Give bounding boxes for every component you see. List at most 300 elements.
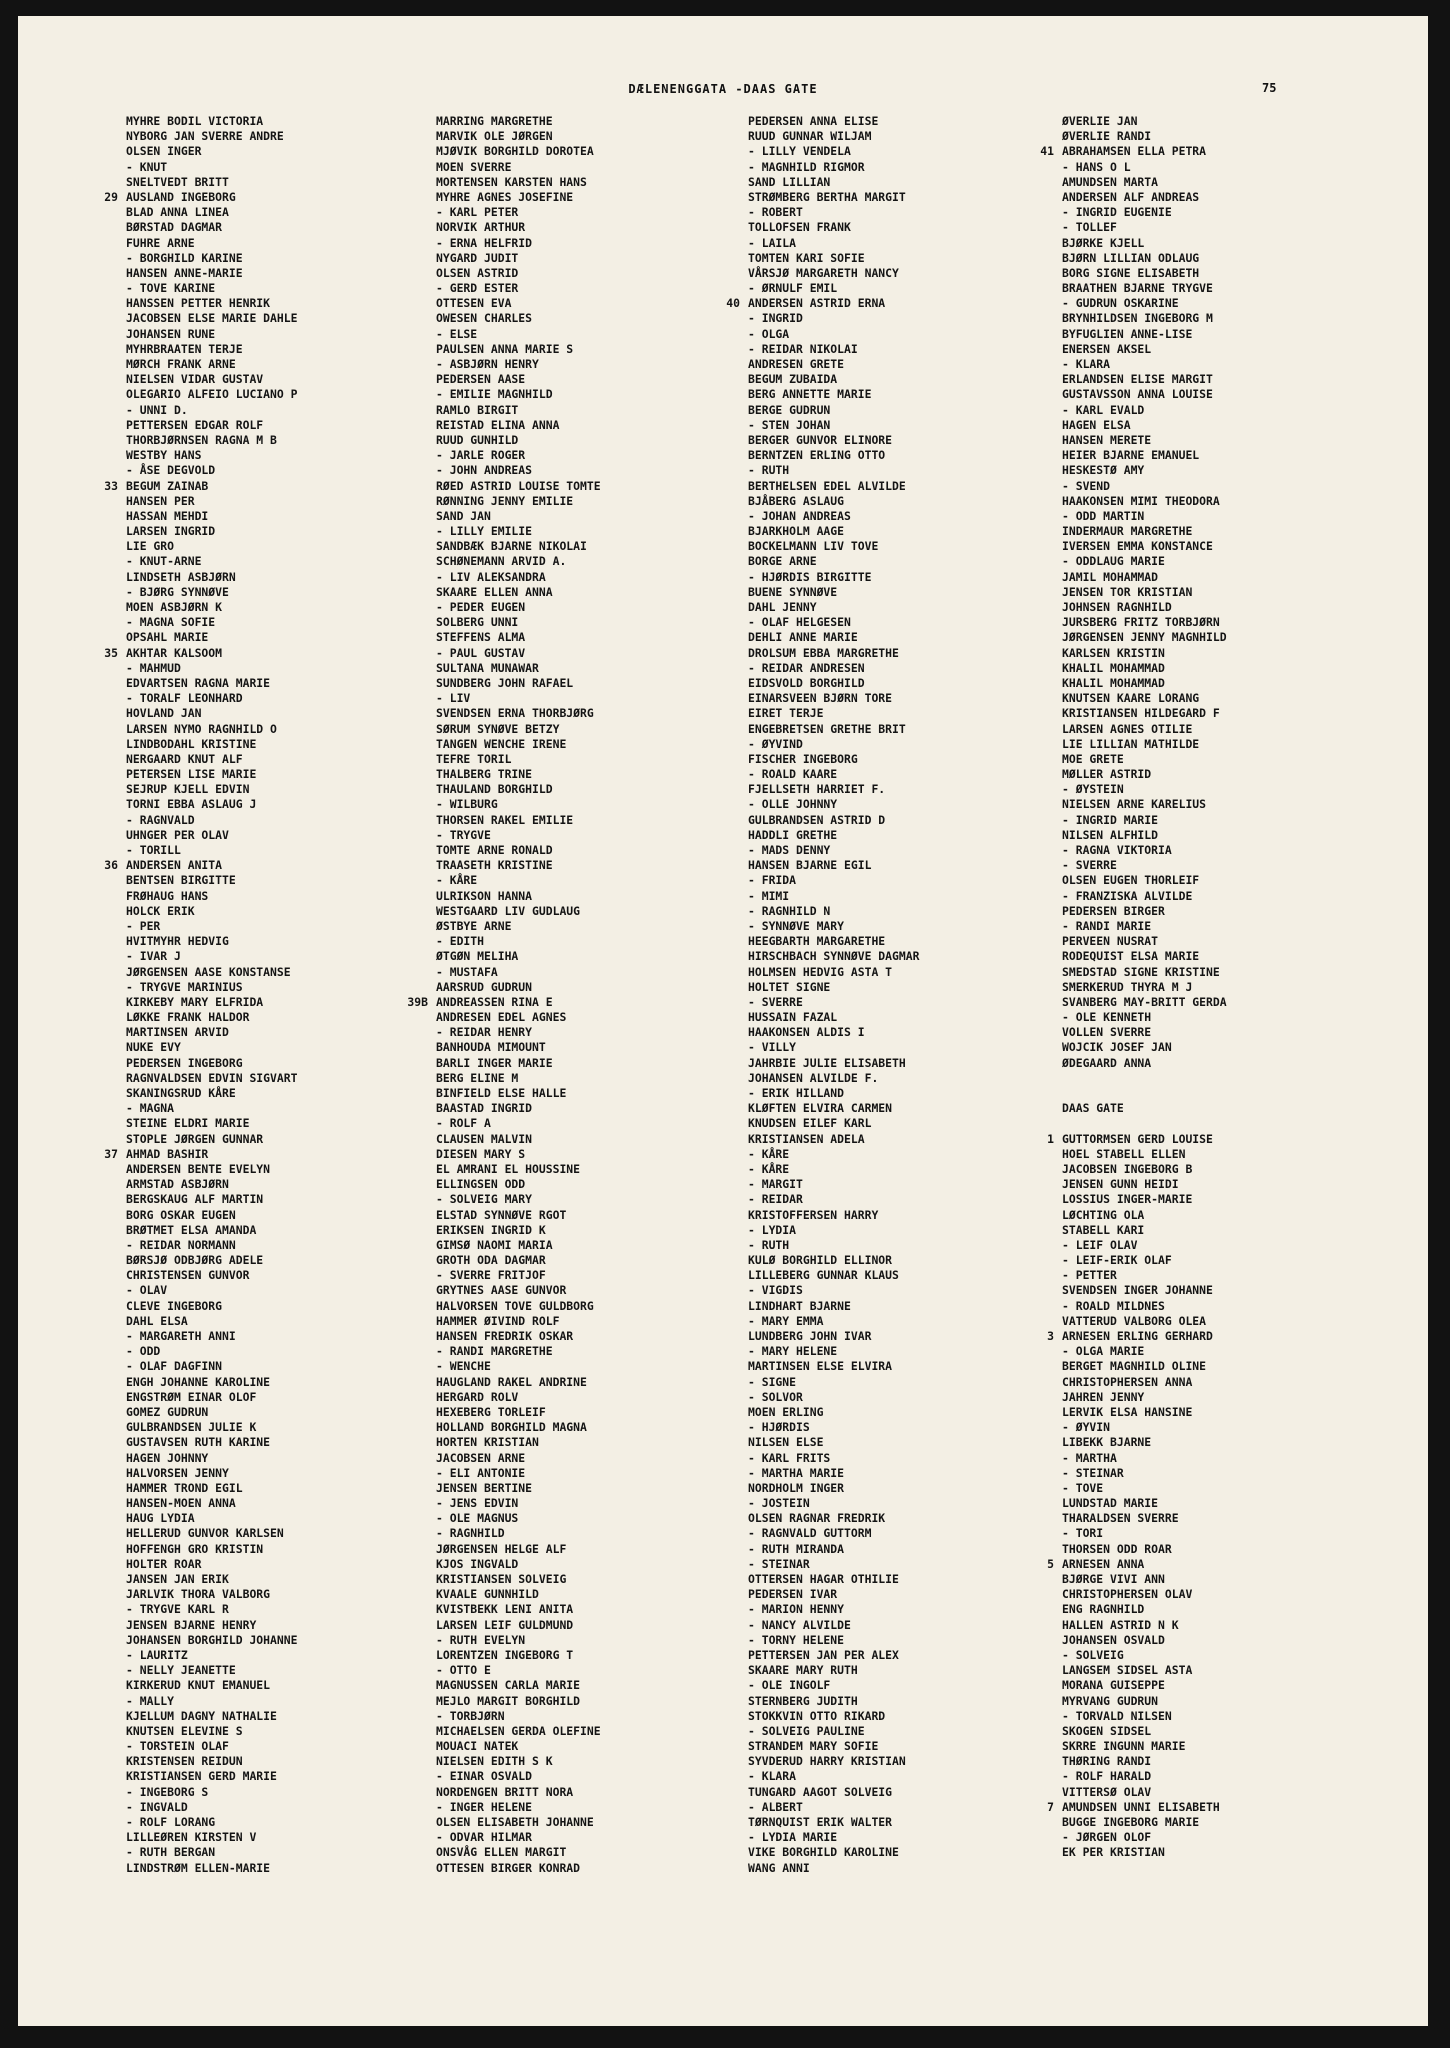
resident-entry <box>436 433 766 448</box>
resident-name: - TOLLEF <box>1062 220 1117 235</box>
resident-name: - SOLVOR <box>748 1389 803 1404</box>
resident-name: HALVORSEN TOVE GULDBORG <box>436 1298 594 1313</box>
resident-name: - REIDAR HENRY <box>436 1025 533 1040</box>
resident-name: JACOBSEN ARNE <box>436 1450 526 1465</box>
resident-name: KHALIL MOHAMMAD <box>1062 675 1165 690</box>
resident-name: CHRISTOPHERSEN ANNA <box>1062 1374 1193 1389</box>
resident-entry <box>748 1375 1078 1390</box>
resident-entry <box>126 403 456 418</box>
resident-entry <box>1062 1648 1392 1663</box>
resident-entry <box>748 980 1078 995</box>
resident-name: - JOSTEIN <box>748 1496 810 1511</box>
resident-name: BJÅBERG ASLAUG <box>748 493 845 508</box>
resident-entry <box>748 1025 1078 1040</box>
resident-entry <box>436 1496 766 1511</box>
resident-entry <box>1062 767 1392 782</box>
resident-entry <box>436 509 766 524</box>
resident-name: - STEINAR <box>748 1556 810 1571</box>
resident-name: - ROLF A <box>436 1116 491 1131</box>
resident-name: JANSEN JAN ERIK <box>126 1572 229 1586</box>
resident-entry <box>436 1147 766 1162</box>
resident-name: BERTHELSEN EDEL ALVILDE <box>748 478 906 493</box>
resident-entry <box>1062 1071 1392 1086</box>
resident-name: - STEN JOHAN <box>748 417 831 432</box>
resident-entry <box>1062 1633 1392 1648</box>
resident-entry <box>1062 1101 1392 1116</box>
resident-name: SØRUM SYNØVE BETZY <box>436 721 560 736</box>
resident-entry <box>126 889 456 904</box>
resident-entry <box>436 813 766 828</box>
resident-entry <box>436 1557 766 1572</box>
resident-entry <box>436 129 766 144</box>
resident-name: - JØRGEN OLOF <box>1062 1830 1152 1845</box>
resident-name: THORSEN ODD ROAR <box>1062 1541 1172 1556</box>
resident-entry <box>748 1451 1078 1466</box>
resident-entry <box>436 615 766 630</box>
resident-entry <box>126 554 456 569</box>
resident-entry <box>126 1223 456 1238</box>
resident-name: SULTANA MUNAWAR <box>436 660 539 675</box>
resident-entry <box>1062 1739 1392 1754</box>
resident-entry <box>436 873 766 888</box>
resident-entry <box>1062 904 1392 919</box>
resident-name: - MAGNA <box>126 1101 175 1116</box>
resident-entry <box>748 190 1078 205</box>
resident-entry <box>748 1192 1078 1207</box>
resident-entry <box>436 1526 766 1541</box>
resident-name: AHMAD BASHIR <box>126 1146 209 1161</box>
resident-name: - RUTH EVELYN <box>436 1632 526 1647</box>
resident-name: HORTEN KRISTIAN <box>436 1435 539 1450</box>
resident-name: - EINAR OSVALD <box>436 1769 533 1784</box>
resident-name: CHRISTOPHERSEN OLAV <box>1062 1587 1193 1602</box>
resident-name: ERIKSEN INGRID K <box>436 1222 546 1237</box>
resident-entry <box>436 1861 766 1876</box>
resident-name: - MUSTAFA <box>436 964 498 979</box>
resident-name: - TRYGVE <box>436 827 491 842</box>
resident-name: - TORBJØRN <box>436 1708 505 1723</box>
resident-entry <box>436 311 766 326</box>
resident-entry <box>436 327 766 342</box>
resident-entry <box>1062 205 1392 220</box>
resident-name: HOLTER ROAR <box>126 1556 202 1571</box>
resident-entry <box>1047 1329 1392 1344</box>
resident-entry <box>1062 266 1392 281</box>
resident-name: EINARSVEEN BJØRN TORE <box>748 691 893 706</box>
resident-entry <box>126 418 456 433</box>
resident-name: HADDLI GRETHE <box>748 827 838 842</box>
resident-name: ENGSTRØM EINAR OLOF <box>126 1389 257 1404</box>
resident-name: ELSTAD SYNNØVE RGOT <box>436 1207 567 1222</box>
resident-name: LIE GRO <box>126 539 175 554</box>
resident-name: ONSVÅG ELLEN MARGIT <box>436 1845 567 1860</box>
resident-entry <box>436 114 766 129</box>
resident-name: - TORALF LEONHARD <box>126 691 243 706</box>
resident-entry <box>1062 1663 1392 1678</box>
resident-entry <box>126 1587 456 1602</box>
resident-name: - HJØRDIS BIRGITTE <box>748 569 872 584</box>
resident-entry <box>436 1451 766 1466</box>
resident-name: HOLLAND BORGHILD MAGNA <box>436 1420 587 1435</box>
resident-entry <box>126 1648 456 1663</box>
resident-entry <box>126 813 456 828</box>
resident-entry <box>436 463 766 478</box>
resident-entry <box>126 570 456 585</box>
resident-name: HAAKONSEN MIMI THEODORA <box>1062 493 1220 508</box>
resident-entry <box>748 357 1078 372</box>
resident-entry <box>1062 1587 1392 1602</box>
resident-entry <box>748 1633 1078 1648</box>
resident-name: STEINE ELDRI MARIE <box>126 1116 250 1131</box>
resident-name: PAULSEN ANNA MARIE S <box>436 341 574 356</box>
resident-entry <box>126 1375 456 1390</box>
resident-entry <box>1062 296 1392 311</box>
resident-name: - ROBERT <box>748 205 803 220</box>
resident-entry <box>1062 418 1392 433</box>
resident-entry <box>1062 1192 1392 1207</box>
resident-entry <box>436 1162 766 1177</box>
resident-entry <box>104 645 456 661</box>
resident-name: GRYTNES AASE GUNVOR <box>436 1283 567 1298</box>
resident-name: - MARY HELENE <box>748 1344 838 1359</box>
resident-entry <box>436 1283 766 1298</box>
resident-name: - FRANZISKA ALVILDE <box>1062 888 1193 903</box>
resident-entry <box>126 1192 456 1207</box>
resident-name: GUSTAVSSON ANNA LOUISE <box>1062 387 1213 402</box>
resident-name: LIE LILLIAN MATHILDE <box>1062 736 1200 751</box>
resident-name: HOFFENGH GRO KRISTIN <box>126 1541 264 1556</box>
resident-entry <box>436 889 766 904</box>
resident-name: LØKKE FRANK HALDOR <box>126 1010 250 1025</box>
resident-entry <box>436 949 766 964</box>
resident-entry <box>748 1238 1078 1253</box>
resident-entry <box>436 160 766 175</box>
resident-entry <box>126 1162 456 1177</box>
resident-entry <box>126 706 456 721</box>
resident-name: OTTESEN EVA <box>436 296 512 311</box>
resident-name: - OLAF HELGESEN <box>748 615 851 630</box>
resident-name: - OLE INGOLF <box>748 1678 831 1693</box>
resident-entry <box>1062 1511 1392 1526</box>
resident-name: - RUTH MIRANDA <box>748 1541 845 1556</box>
house-number: 39B <box>407 994 428 1009</box>
resident-entry <box>126 1253 456 1268</box>
resident-entry <box>748 220 1078 235</box>
resident-entry <box>1062 1815 1392 1830</box>
resident-name: - SIGNE <box>748 1374 797 1389</box>
resident-name: - VILLY <box>748 1040 797 1055</box>
resident-entry <box>748 479 1078 494</box>
resident-name: - PEDER EUGEN <box>436 600 526 614</box>
resident-entry <box>748 1694 1078 1709</box>
resident-name: EIRET TERJE <box>748 706 824 721</box>
resident-name: LARSEN NYMO RAGNHILD O <box>126 721 277 736</box>
resident-entry <box>104 858 456 873</box>
resident-name: NORVIK ARTHUR <box>436 220 526 235</box>
resident-name: VATTERUD VALBORG OLEA <box>1062 1313 1207 1328</box>
resident-name: ANDERSEN ASTRID ERNA <box>748 296 886 311</box>
resident-name: - ASBJØRN HENRY <box>436 357 539 371</box>
resident-entry <box>436 1648 766 1663</box>
resident-name: SCHØNEMANN ARVID A. <box>436 554 567 569</box>
resident-name: - REIDAR NORMANN <box>126 1237 236 1252</box>
resident-name: TORNI EBBA ASLAUG J <box>126 797 257 812</box>
resident-name: JOHANSEN OSVALD <box>1062 1632 1165 1647</box>
resident-name: PEDERSEN IVAR <box>748 1587 838 1602</box>
resident-name: - TRYGVE MARINIUS <box>126 979 243 994</box>
resident-name: KHALIL MOHAMMAD <box>1062 660 1165 675</box>
resident-name: KIRKERUD KNUT EMANUEL <box>126 1678 271 1693</box>
resident-entry <box>1062 873 1392 888</box>
resident-name: NILSEN ALFHILD <box>1062 827 1159 842</box>
resident-name: GULBRANDSEN JULIE K <box>126 1420 257 1435</box>
resident-name: SKAARE MARY RUTH <box>748 1663 858 1678</box>
resident-name: HOVLAND JAN <box>126 706 202 721</box>
house-number: 36 <box>104 858 118 873</box>
resident-name: - LAURITZ <box>126 1647 188 1662</box>
resident-entry <box>748 539 1078 554</box>
resident-name: HANSEN BJARNE EGIL <box>748 858 872 873</box>
resident-name: HOEL STABELL ELLEN <box>1062 1146 1186 1161</box>
resident-entry <box>126 357 456 372</box>
resident-entry <box>1062 1694 1392 1709</box>
resident-entry <box>1062 615 1392 630</box>
directory-page <box>18 16 1428 2026</box>
resident-entry <box>1062 524 1392 539</box>
resident-entry <box>748 630 1078 645</box>
resident-entry <box>436 1602 766 1617</box>
resident-entry <box>436 965 766 980</box>
resident-name: - PETTER <box>1062 1268 1117 1283</box>
resident-name: BRAATHEN BJARNE TRYGVE <box>1062 281 1213 296</box>
resident-entry <box>126 949 456 964</box>
resident-entry <box>1062 889 1392 904</box>
resident-name: SYVDERUD HARRY KRISTIAN <box>748 1754 906 1769</box>
resident-entry <box>1062 1238 1392 1253</box>
resident-entry <box>748 554 1078 569</box>
resident-name: - STEINAR <box>1062 1465 1124 1480</box>
resident-entry <box>748 1739 1078 1754</box>
resident-entry <box>1062 737 1392 752</box>
resident-entry <box>748 160 1078 175</box>
resident-entry <box>748 342 1078 357</box>
resident-entry <box>748 828 1078 843</box>
resident-entry <box>748 129 1078 144</box>
resident-name: MORANA GUISEPPE <box>1062 1678 1165 1693</box>
resident-name: - ÅSE DEGVOLD <box>126 463 216 478</box>
resident-name: THØRING RANDI <box>1062 1754 1152 1769</box>
resident-name: - BJØRG SYNNØVE <box>126 584 229 599</box>
resident-name: VÅRSJØ MARGARETH NANCY <box>748 265 899 280</box>
resident-entry <box>126 1785 456 1800</box>
house-number: 3 <box>1047 1329 1054 1343</box>
resident-entry <box>436 1056 766 1071</box>
resident-name: SNELTVEDT BRITT <box>126 174 229 189</box>
resident-entry <box>126 387 456 402</box>
resident-entry <box>748 1405 1078 1420</box>
resident-name: HANSEN ANNE-MARIE <box>126 265 243 280</box>
resident-name: - WILBURG <box>436 797 498 812</box>
resident-name: HAGEN ELSA <box>1062 417 1131 432</box>
resident-entry <box>748 1253 1078 1268</box>
resident-name: SKOGEN SIDSEL <box>1062 1723 1152 1738</box>
resident-name: - LIV ALEKSANDRA <box>436 569 546 584</box>
resident-name: LILLEBERG GUNNAR KLAUS <box>748 1268 899 1283</box>
resident-entry <box>748 1268 1078 1283</box>
resident-name: MYHRE AGNES JOSEFINE <box>436 189 574 204</box>
resident-name: THALBERG TRINE <box>436 767 533 782</box>
resident-entry <box>1062 934 1392 949</box>
house-number: 1 <box>1047 1131 1054 1146</box>
resident-entry <box>748 236 1078 251</box>
resident-name: TEFRE TORIL <box>436 751 512 766</box>
resident-name: - MAGNHILD RIGMOR <box>748 159 865 174</box>
resident-name: FUHRE ARNE <box>126 235 195 250</box>
resident-name: SANDBÆK BJARNE NIKOLAI <box>436 539 587 554</box>
resident-name: BJØRGE VIVI ANN <box>1062 1572 1165 1586</box>
resident-name: ANDERSEN ALF ANDREAS <box>1062 189 1200 204</box>
resident-entry <box>748 1101 1078 1116</box>
resident-entry <box>126 691 456 706</box>
resident-entry <box>748 1785 1078 1800</box>
resident-name: - LEIF OLAV <box>1062 1237 1138 1252</box>
resident-entry <box>1062 372 1392 387</box>
resident-entry <box>436 661 766 676</box>
resident-entry <box>1062 828 1392 843</box>
resident-entry <box>1047 1131 1392 1147</box>
resident-entry <box>126 1116 456 1131</box>
resident-entry <box>126 1618 456 1633</box>
resident-entry <box>436 281 766 296</box>
resident-entry <box>126 311 456 326</box>
resident-entry <box>126 1101 456 1116</box>
resident-entry <box>436 1815 766 1830</box>
resident-entry <box>748 403 1078 418</box>
resident-entry <box>748 509 1078 524</box>
resident-name: BAASTAD INGRID <box>436 1101 533 1116</box>
resident-name: JØRGENSEN JENNY MAGNHILD <box>1062 630 1227 645</box>
resident-entry <box>126 372 456 387</box>
resident-entry <box>436 1329 766 1344</box>
resident-name: ANDERSEN BENTE EVELYN <box>126 1161 271 1176</box>
resident-entry <box>126 1405 456 1420</box>
resident-name: BJØRN LILLIAN ODLAUG <box>1062 250 1200 265</box>
resident-entry <box>1062 479 1392 494</box>
resident-name: BEGUM ZUBAIDA <box>748 372 838 387</box>
resident-name: ENERSEN AKSEL <box>1062 341 1152 356</box>
resident-entry <box>436 1359 766 1374</box>
resident-entry <box>436 1845 766 1860</box>
resident-entry <box>748 1709 1078 1724</box>
resident-entry <box>436 1420 766 1435</box>
resident-name: HANSEN FREDRIK OSKAR <box>436 1329 574 1343</box>
resident-entry <box>126 1299 456 1314</box>
resident-entry <box>1062 1040 1392 1055</box>
resident-name: MYHRBRAATEN TERJE <box>126 341 243 356</box>
resident-name: BENTSEN BIRGITTE <box>126 873 236 888</box>
resident-name: - REIDAR <box>748 1192 803 1207</box>
resident-name: - PAUL GUSTAV <box>436 645 526 660</box>
resident-name: HAMMER ØIVIND ROLF <box>436 1313 560 1328</box>
resident-name: KNUDSEN EILEF KARL <box>748 1116 872 1131</box>
resident-entry <box>1062 220 1392 235</box>
resident-entry <box>1062 281 1392 296</box>
resident-entry <box>126 1420 456 1435</box>
resident-entry <box>1062 1253 1392 1268</box>
resident-entry <box>1062 1678 1392 1693</box>
resident-name: BJØRKE KJELL <box>1062 235 1145 250</box>
resident-entry <box>126 1329 456 1344</box>
resident-entry <box>436 980 766 995</box>
resident-name: - KARL FRITS <box>748 1450 831 1465</box>
resident-entry <box>748 995 1078 1010</box>
resident-name: MARRING MARGRETHE <box>436 114 553 128</box>
resident-name: STRØMBERG BERTHA MARGIT <box>748 189 906 204</box>
resident-name: HAAKONSEN ALDIS I <box>748 1025 865 1040</box>
resident-name: ØSTBYE ARNE <box>436 918 512 933</box>
resident-name: - ODVAR HILMAR <box>436 1830 533 1845</box>
resident-entry <box>748 949 1078 964</box>
resident-entry <box>126 1086 456 1101</box>
resident-entry <box>1062 1268 1392 1283</box>
resident-entry <box>1062 995 1392 1010</box>
resident-entry <box>1062 1618 1392 1633</box>
resident-entry <box>1062 129 1392 144</box>
resident-name: ABRAHAMSEN ELLA PETRA <box>1062 144 1207 159</box>
resident-entry <box>126 448 456 463</box>
resident-name: - KARL EVALD <box>1062 402 1145 417</box>
resident-name: MARVIK OLE JØRGEN <box>436 129 553 144</box>
resident-name: RØED ASTRID LOUISE TOMTE <box>436 478 601 493</box>
house-number: 29 <box>104 189 118 204</box>
resident-name: HAUG LYDIA <box>126 1511 195 1526</box>
resident-entry <box>748 904 1078 919</box>
resident-entry <box>436 1633 766 1648</box>
resident-name: ØDEGAARD ANNA <box>1062 1055 1152 1070</box>
resident-entry <box>436 1663 766 1678</box>
resident-entry <box>1062 1056 1392 1071</box>
resident-name: STEFFENS ALMA <box>436 630 526 645</box>
resident-name: - EDITH <box>436 934 485 949</box>
resident-entry <box>126 524 456 539</box>
resident-entry <box>1062 1420 1392 1435</box>
resident-name: - TORSTEIN OLAF <box>126 1739 229 1754</box>
resident-entry <box>1062 1754 1392 1769</box>
resident-name: BERG ANNETTE MARIE <box>748 387 872 402</box>
resident-entry <box>126 266 456 281</box>
resident-name: JAHREN JENNY <box>1062 1389 1145 1404</box>
resident-name: - WENCHE <box>436 1359 491 1374</box>
resident-entry <box>748 1208 1078 1223</box>
resident-entry <box>126 767 456 782</box>
resident-name: NUKE EVY <box>126 1040 181 1055</box>
resident-name: LIBEKK BJARNE <box>1062 1435 1152 1450</box>
resident-entry <box>436 828 766 843</box>
resident-name: BORG OSKAR EUGEN <box>126 1207 236 1222</box>
resident-entry <box>126 1208 456 1223</box>
resident-entry <box>748 266 1078 281</box>
resident-name: ELLINGSEN ODD <box>436 1177 526 1192</box>
resident-name: - HJØRDIS <box>748 1420 810 1435</box>
resident-entry <box>126 1511 456 1526</box>
resident-name: LØCHTING OLA <box>1062 1207 1145 1222</box>
resident-entry <box>748 1845 1078 1860</box>
resident-name: KRISTIANSEN GERD MARIE <box>126 1769 277 1784</box>
resident-name: HOLMSEN HEDVIG ASTA T <box>748 964 893 979</box>
resident-name: - MARY EMMA <box>748 1313 824 1328</box>
resident-entry <box>126 630 456 645</box>
resident-name: ENG RAGNHILD <box>1062 1602 1145 1617</box>
